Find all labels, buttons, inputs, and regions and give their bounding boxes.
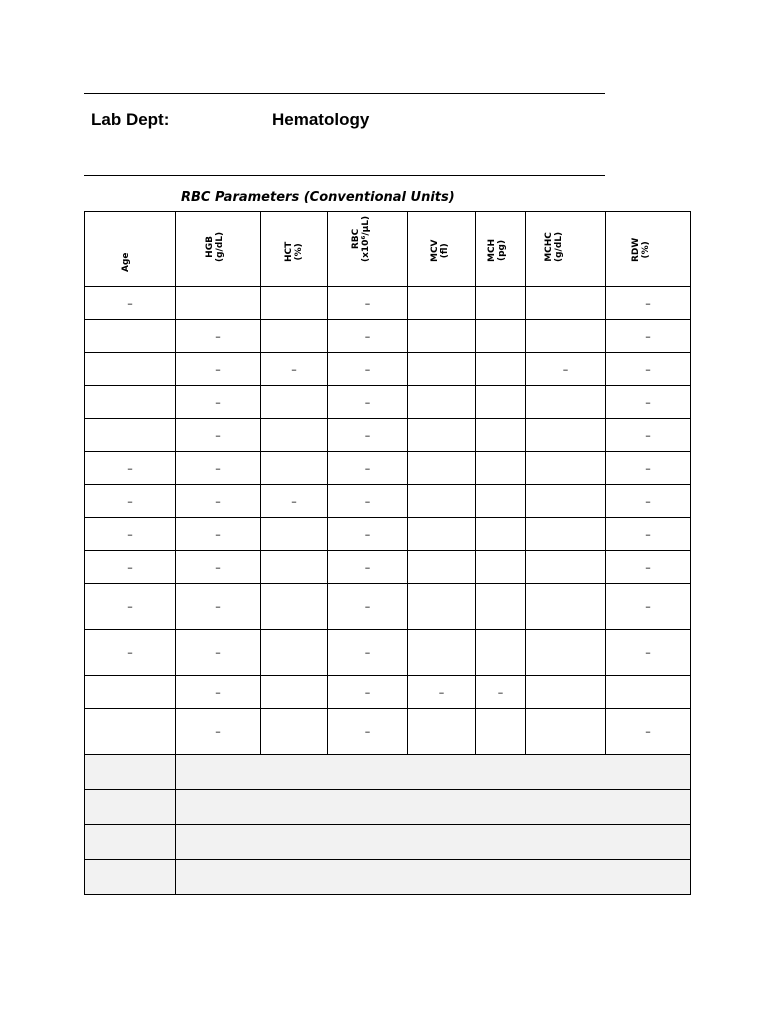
cell-mch (476, 584, 526, 630)
footer-note-cell (176, 790, 691, 825)
lab-dept-value: Hematology (272, 110, 370, 129)
footer-row (85, 825, 691, 860)
cell-hct: – (261, 485, 328, 518)
cell-mchc (526, 320, 606, 353)
col-age-name: Age (121, 252, 131, 272)
col-mcv-name: MCV (429, 239, 440, 262)
cell-rdw: – (606, 320, 691, 353)
cell-mchc (526, 551, 606, 584)
cell-rbc: – (328, 709, 408, 755)
cell-mch (476, 485, 526, 518)
footer-note-cell (176, 755, 691, 790)
table-row (85, 320, 691, 353)
cell-mcv (408, 518, 476, 551)
cell-mch (476, 630, 526, 676)
cell-rbc: – (328, 452, 408, 485)
table-row (85, 551, 691, 584)
cell-mcv (408, 584, 476, 630)
cell-rbc: – (328, 353, 408, 386)
cell-rbc: – (328, 419, 408, 452)
cell-age: – (85, 518, 176, 551)
table-row (85, 518, 691, 551)
cell-mcv (408, 630, 476, 676)
footer-label-cell (85, 790, 176, 825)
footer-row (85, 755, 691, 790)
col-rbc-unit: (x10⁶/µL) (360, 215, 371, 262)
cell-age: – (85, 630, 176, 676)
cell-rbc: – (328, 518, 408, 551)
cell-mch (476, 551, 526, 584)
cell-mchc (526, 386, 606, 419)
col-mch-unit: (pg) (496, 239, 507, 262)
cell-age (85, 353, 176, 386)
cell-hct (261, 287, 328, 320)
cell-age (85, 419, 176, 452)
cell-age (85, 676, 176, 709)
col-hgb-header (176, 212, 261, 287)
cell-rbc: – (328, 676, 408, 709)
footer-note-cell (176, 860, 691, 895)
col-rdw-unit: (%) (641, 241, 651, 259)
cell-age: – (85, 551, 176, 584)
col-hct-header (261, 212, 328, 287)
cell-age: – (85, 485, 176, 518)
cell-rdw: – (606, 584, 691, 630)
column-header-row (85, 212, 691, 287)
footer-note-cell (176, 825, 691, 860)
cell-hgb: – (176, 386, 261, 419)
cell-age (85, 709, 176, 755)
cell-age (85, 320, 176, 353)
col-rdw-name: RDW (631, 237, 641, 262)
cell-mchc (526, 452, 606, 485)
cell-hct (261, 320, 328, 353)
footer-row (85, 790, 691, 825)
table-row (85, 676, 691, 709)
cell-hgb: – (176, 518, 261, 551)
cell-rdw: – (606, 518, 691, 551)
cell-mch (476, 353, 526, 386)
cell-age (85, 386, 176, 419)
col-mch-name: MCH (486, 238, 497, 262)
cell-hgb: – (176, 485, 261, 518)
cell-mcv (408, 485, 476, 518)
cell-age: – (85, 452, 176, 485)
cell-hct (261, 518, 328, 551)
cell-rdw: – (606, 353, 691, 386)
cell-hct: – (261, 353, 328, 386)
cell-rbc: – (328, 320, 408, 353)
cell-hgb (176, 287, 261, 320)
table-row (85, 353, 691, 386)
table-row (85, 386, 691, 419)
table-row (85, 709, 691, 755)
cell-mch (476, 386, 526, 419)
cell-mchc (526, 676, 606, 709)
cell-mchc (526, 630, 606, 676)
col-mcv-header (408, 212, 476, 287)
footer-label-cell (85, 825, 176, 860)
cell-mch (476, 518, 526, 551)
cell-rdw (606, 676, 691, 709)
cell-mch (476, 709, 526, 755)
cell-mcv (408, 287, 476, 320)
col-rbc-header (328, 212, 408, 287)
table-row (85, 485, 691, 518)
cell-hct (261, 676, 328, 709)
cell-hgb: – (176, 676, 261, 709)
cell-hct (261, 709, 328, 755)
cell-mcv (408, 353, 476, 386)
col-rbc-name: RBC (350, 228, 361, 250)
cell-mchc (526, 287, 606, 320)
cell-mcv (408, 452, 476, 485)
footer-label-cell (85, 755, 176, 790)
cell-hgb: – (176, 551, 261, 584)
cell-mcv (408, 386, 476, 419)
cell-rbc: – (328, 584, 408, 630)
col-hgb-name: HGB (205, 236, 215, 258)
col-rdw-header (606, 212, 691, 287)
col-hgb-unit: (g/dL) (215, 231, 225, 262)
col-mcv-unit: (fl) (439, 243, 450, 259)
col-hct-unit: (%) (294, 243, 304, 261)
table-row (85, 287, 691, 320)
table-row (85, 452, 691, 485)
cell-rdw: – (606, 551, 691, 584)
cell-age: – (85, 584, 176, 630)
cell-rdw: – (606, 452, 691, 485)
footer-row (85, 860, 691, 895)
cell-hct (261, 584, 328, 630)
cell-mch (476, 452, 526, 485)
cell-hgb: – (176, 419, 261, 452)
cell-rbc: – (328, 551, 408, 584)
bottom-rule (84, 175, 605, 176)
cell-rdw: – (606, 630, 691, 676)
col-mch-header (476, 212, 526, 287)
cell-mch (476, 419, 526, 452)
col-age-header (85, 212, 176, 287)
cell-mch: – (476, 676, 526, 709)
cell-hgb: – (176, 320, 261, 353)
table-row (85, 584, 691, 630)
cell-mchc (526, 485, 606, 518)
cell-rdw: – (606, 287, 691, 320)
cell-hct (261, 452, 328, 485)
cell-hgb: – (176, 709, 261, 755)
cell-mcv: – (408, 676, 476, 709)
col-mchc-header (526, 212, 606, 287)
table-row (85, 630, 691, 676)
cell-rdw: – (606, 485, 691, 518)
cell-mcv (408, 419, 476, 452)
cell-hct (261, 630, 328, 676)
cell-rdw: – (606, 419, 691, 452)
table-row (85, 419, 691, 452)
cell-hct (261, 419, 328, 452)
footer-label-cell (85, 860, 176, 895)
cell-hgb: – (176, 630, 261, 676)
cell-mcv (408, 320, 476, 353)
cell-mchc (526, 709, 606, 755)
lab-dept-label: Lab Dept: (91, 110, 170, 129)
col-mchc-name: MCHC (543, 232, 554, 262)
cell-mch (476, 320, 526, 353)
cell-age: – (85, 287, 176, 320)
cell-rbc: – (328, 485, 408, 518)
cell-hgb: – (176, 353, 261, 386)
cell-rdw: – (606, 709, 691, 755)
cell-hgb: – (176, 584, 261, 630)
cell-rbc: – (328, 287, 408, 320)
rbc-parameters-table (84, 211, 691, 895)
cell-mchc (526, 419, 606, 452)
cell-rbc: – (328, 386, 408, 419)
top-rule (84, 93, 605, 94)
col-hct-name: HCT (284, 241, 294, 262)
table-caption: RBC Parameters (Conventional Units) (181, 190, 455, 205)
cell-hgb: – (176, 452, 261, 485)
cell-mcv (408, 709, 476, 755)
cell-mchc: – (526, 353, 606, 386)
cell-mchc (526, 518, 606, 551)
cell-hct (261, 551, 328, 584)
cell-rdw: – (606, 386, 691, 419)
col-mchc-unit: (g/dL) (553, 231, 564, 262)
cell-hct (261, 386, 328, 419)
cell-mch (476, 287, 526, 320)
cell-mcv (408, 551, 476, 584)
cell-mchc (526, 584, 606, 630)
cell-rbc: – (328, 630, 408, 676)
